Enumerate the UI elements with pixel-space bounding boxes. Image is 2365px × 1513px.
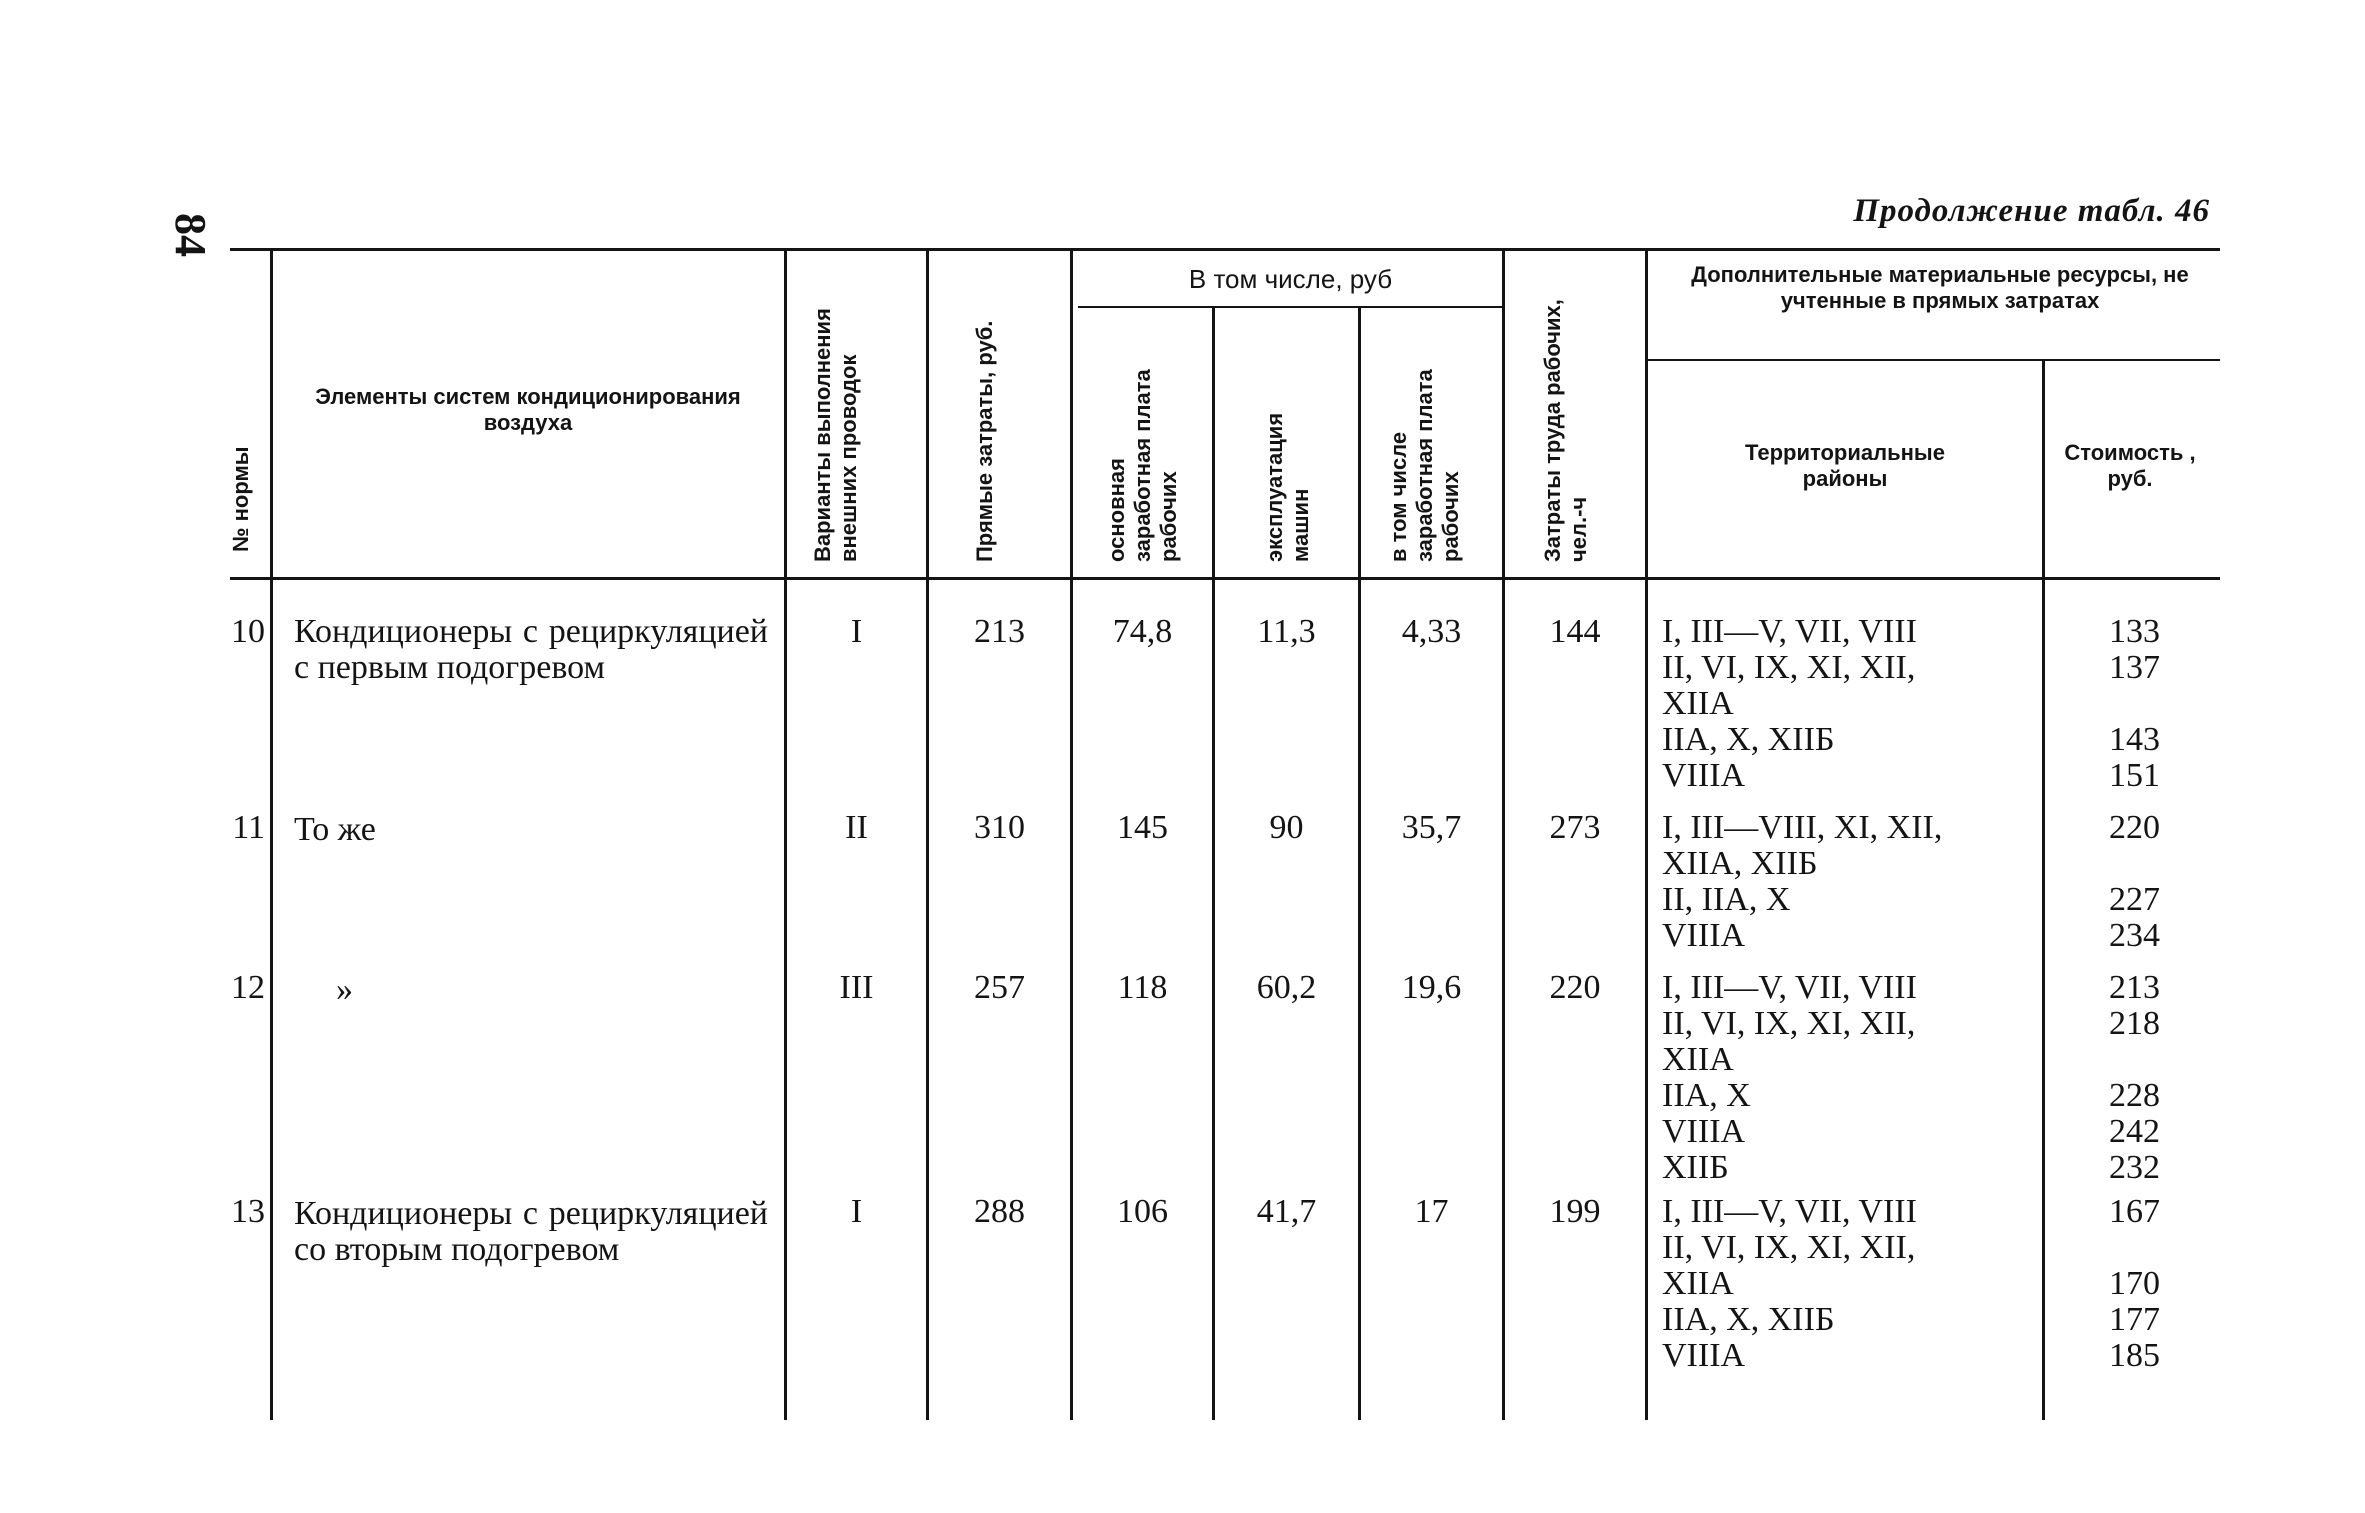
row-10-region-4: IIA, X, XIIБ [1662, 721, 1835, 758]
row-10-cost-5: 151 [2109, 757, 2160, 794]
row-11-region-3: II, IIA, X [1662, 881, 1791, 918]
row-11-cost-4: 234 [2109, 917, 2160, 954]
col-divider-8 [1645, 250, 1648, 1420]
row-10-base-pay: 74,8 [1112, 613, 1173, 650]
row-13-base-pay: 106 [1117, 1193, 1168, 1230]
row-12-element: » [336, 971, 353, 1008]
row-12-region-4: IIA, X [1662, 1077, 1751, 1114]
row-12-machines: 60,2 [1256, 969, 1317, 1006]
row-12-region-5: VIIIA [1662, 1113, 1746, 1150]
row-12-cost-2: 218 [2109, 1005, 2160, 1042]
row-12-labor: 220 [1549, 969, 1601, 1006]
row-13-cost-1: 167 [2109, 1193, 2160, 1230]
row-10-cost-1: 133 [2109, 613, 2160, 650]
row-12-machines-pay: 19,6 [1401, 969, 1462, 1006]
row-10-region-1: I, III—V, VII, VIII [1662, 613, 1917, 650]
col-divider-6 [1358, 306, 1361, 1420]
row-13-region-3: XIIA [1662, 1265, 1734, 1302]
row-10-cost-2: 137 [2109, 649, 2160, 686]
header-elements: Элементы систем кондиционирования воздуха [315, 384, 741, 435]
header-regions: Территориальные районы [1745, 440, 1945, 491]
header-direct-costs: Прямые затраты, руб. [972, 320, 997, 562]
row-10-variant: I [850, 613, 863, 650]
row-13-labor: 199 [1549, 1193, 1601, 1230]
row-12-no: 12 [231, 969, 265, 1006]
row-12-cost-1: 213 [2109, 969, 2160, 1006]
row-10-region-2: II, VI, IX, XI, XII, [1662, 649, 1916, 686]
row-12-cost-6: 232 [2109, 1149, 2160, 1186]
row-12-base-pay: 118 [1117, 969, 1168, 1006]
row-12-region-3: XIIA [1662, 1041, 1734, 1078]
row-10-direct: 213 [974, 613, 1025, 650]
header-machines-pay: в том числе заработная плата рабочих [1386, 369, 1463, 562]
row-11-variant: II [845, 809, 868, 846]
row-10-no: 10 [231, 613, 265, 650]
row-10-machines: 11,3 [1257, 613, 1316, 650]
table-top-rule [230, 248, 2220, 251]
row-11-region-1: I, III—VIII, XI, XII, [1662, 809, 1943, 846]
row-11-machines: 90 [1269, 809, 1304, 846]
row-10-labor: 144 [1549, 613, 1601, 650]
row-13-cost-3: 170 [2109, 1265, 2160, 1302]
row-12-region-2: II, VI, IX, XI, XII, [1662, 1005, 1916, 1042]
header-base-pay: основная заработная плата рабочих [1104, 369, 1181, 562]
col-divider-1 [270, 250, 273, 1420]
row-12-cost-4: 228 [2109, 1077, 2160, 1114]
row-10-element: Кондиционеры с рециркуляцией с первым подогревом [294, 613, 768, 686]
header-variants: Варианты выполнения внешних проводок [810, 308, 861, 562]
row-12-region-6: XIIБ [1662, 1149, 1729, 1186]
col-divider-5 [1212, 306, 1215, 1420]
row-11-base-pay: 145 [1117, 809, 1168, 846]
row-10-region-3: XIIA [1662, 685, 1734, 722]
row-13-element: Кондиционеры с рециркуляцией со вторым подогревом [294, 1195, 768, 1268]
row-12-direct: 257 [974, 969, 1025, 1006]
row-11-cost-1: 220 [2109, 809, 2160, 846]
table-continuation-title: Продолжение табл. 46 [1853, 193, 2210, 229]
header-bottom-rule [230, 577, 2220, 580]
header-machines: эксплуатация машин [1262, 412, 1313, 562]
row-13-cost-5: 185 [2109, 1337, 2160, 1374]
row-12-region-1: I, III—V, VII, VIII [1662, 969, 1917, 1006]
header-norm-no: № нормы [228, 446, 253, 552]
row-13-no: 13 [231, 1193, 265, 1230]
row-13-variant: I [850, 1193, 863, 1230]
row-12-variant: III [839, 969, 874, 1006]
header-cost: Стоимость , руб. [2064, 440, 2196, 491]
row-11-region-4: VIIIA [1662, 917, 1746, 954]
row-13-region-2: II, VI, IX, XI, XII, [1662, 1229, 1916, 1266]
additional-divider [1648, 359, 2220, 361]
row-13-region-5: VIIIA [1662, 1337, 1746, 1374]
row-13-machines: 41,7 [1256, 1193, 1317, 1230]
header-including: В том числе, руб [1188, 264, 1393, 294]
including-divider [1078, 306, 1503, 308]
header-labor: Затраты труда рабочих, чел.-ч [1540, 299, 1591, 562]
row-13-cost-4: 177 [2109, 1301, 2160, 1338]
row-10-cost-4: 143 [2109, 721, 2160, 758]
row-11-direct: 310 [974, 809, 1025, 846]
page-number: 84 [166, 213, 215, 257]
row-10-region-5: VIIIA [1662, 757, 1746, 794]
header-additional: Дополнительные материальные ресурсы, не учтенные в прямых затратах [1691, 262, 2189, 313]
row-10-machines-pay: 4,33 [1401, 613, 1462, 650]
row-13-region-4: IIA, X, XIIБ [1662, 1301, 1835, 1338]
row-11-no: 11 [232, 809, 265, 846]
row-11-machines-pay: 35,7 [1401, 809, 1462, 846]
row-11-cost-3: 227 [2109, 881, 2160, 918]
row-13-direct: 288 [974, 1193, 1025, 1230]
row-11-labor: 273 [1549, 809, 1601, 846]
row-13-region-1: I, III—V, VII, VIII [1662, 1193, 1917, 1230]
row-13-machines-pay: 17 [1414, 1193, 1449, 1230]
row-11-region-2: XIIA, XIIБ [1662, 845, 1818, 882]
row-11-element: То же [294, 811, 376, 848]
col-divider-9 [2042, 359, 2045, 1420]
row-12-cost-5: 242 [2109, 1113, 2160, 1150]
